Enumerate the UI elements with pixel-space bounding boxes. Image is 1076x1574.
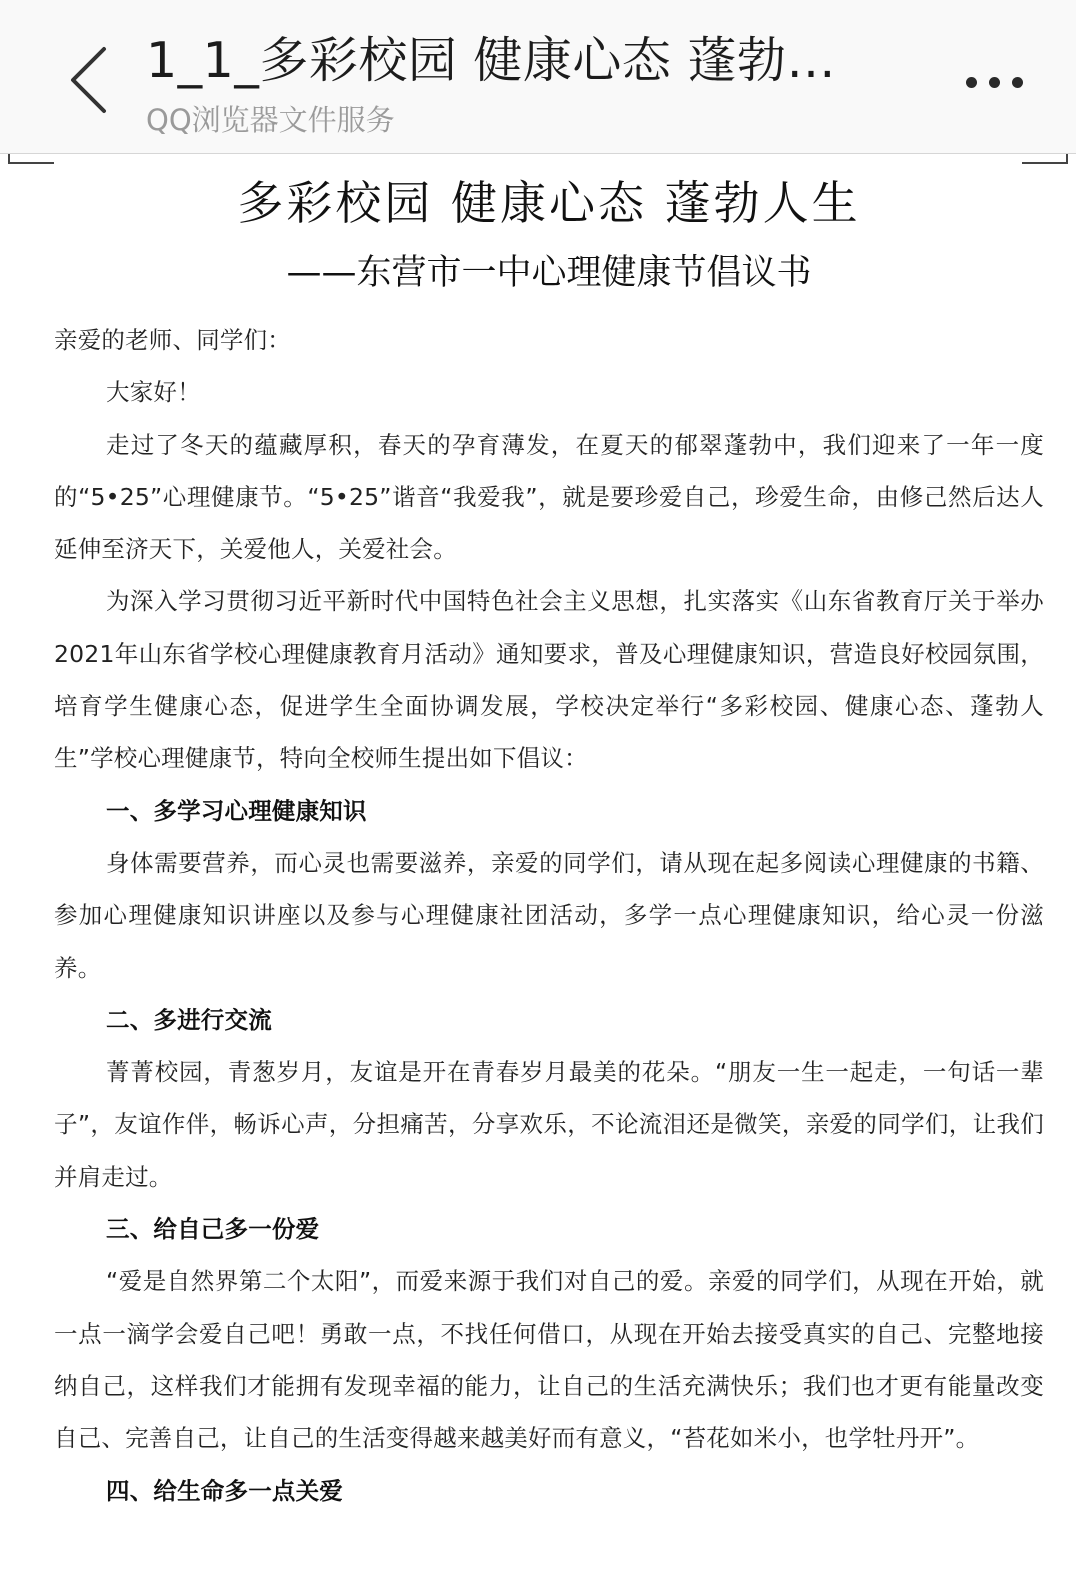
service-subtitle: QQ浏览器文件服务 xyxy=(146,103,395,137)
section-heading: 二、多进行交流 xyxy=(106,1005,272,1034)
section-paragraph: “爱是自然界第二个太阳”，而爱来源于我们对自己的爱。亲爱的同学们，从现在开始，就一点一滴学会爱自己吧！勇敢一点，不找任何借口，从现在开始去接受真实的自己、完整地接纳自己，这样我们才能拥有发现幸福的能力，让自己的生活充满快乐；我们也才更有能量改变自己、完善自己，让自己的生活变得越来越美好而有意义，“苔花如米小，也学牡丹开”。 xyxy=(54,1267,1044,1453)
page-corner-mark xyxy=(8,154,54,164)
document-body xyxy=(54,314,1044,1517)
back-button[interactable] xyxy=(56,40,120,120)
top-app-bar xyxy=(0,0,1076,154)
document-subheading: ——东营市一中心理健康节倡议书 xyxy=(286,253,812,293)
greeting-paragraph: 亲爱的老师、同学们： xyxy=(54,326,291,354)
title-block xyxy=(146,26,926,142)
section-heading: 三、给自己多一份爱 xyxy=(106,1215,320,1244)
hello-paragraph: 大家好！ xyxy=(106,378,201,407)
section-paragraph: 身体需要营养，而心灵也需要滋养，亲爱的同学们，请从现在起多阅读心理健康的书籍、参加心理健康知识讲座以及参与心理健康社团活动，多学一点心理健康知识，给心灵一份滋养。 xyxy=(54,848,1044,982)
document-title: 1_1_多彩校园 健康心态 蓬勃… xyxy=(146,32,837,89)
intro-paragraph: 走过了冬天的蕴藏厚积，春天的孕育薄发，在夏天的郁翠蓬勃中，我们迎来了一年一度的“5•25”心理健康节。“5•25”谐音“我爱我”，就是要珍爱自己，珍爱生命，由修己然后达人延伸至济天下，关爱他人，关爱社会。 xyxy=(54,430,1044,564)
more-horizontal-icon xyxy=(966,77,977,88)
section-heading: 一、多学习心理健康知识 xyxy=(106,796,367,825)
document-page[interactable] xyxy=(0,154,1076,1574)
chevron-left-icon xyxy=(68,45,108,115)
purpose-paragraph: 为深入学习贯彻习近平新时代中国特色社会主义思想，扎实落实《山东省教育厅关于举办2021年山东省学校心理健康教育月活动》通知要求，普及心理健康知识，营造良好校园氛围，培育学生健康心态，促进学生全面协调发展，学校决定举行“多彩校园、健康心态、蓬勃人生”学校心理健康节，特向全校师生提出如下倡议： xyxy=(54,587,1044,773)
document-content xyxy=(54,154,1044,1517)
section-paragraph: 菁菁校园，青葱岁月，友谊是开在青春岁月最美的花朵。“朋友一生一起走，一句话一辈子”，友谊作伴，畅诉心声，分担痛苦，分享欢乐，不论流泪还是微笑，亲爱的同学们，让我们并肩走过。 xyxy=(54,1058,1044,1191)
section-heading: 四、给生命多一点关爱 xyxy=(106,1476,343,1505)
more-options-button[interactable] xyxy=(948,58,1040,106)
more-horizontal-icon xyxy=(1012,77,1023,88)
document-heading: 多彩校园 健康心态 蓬勃人生 xyxy=(237,176,861,230)
more-horizontal-icon xyxy=(989,77,1000,88)
